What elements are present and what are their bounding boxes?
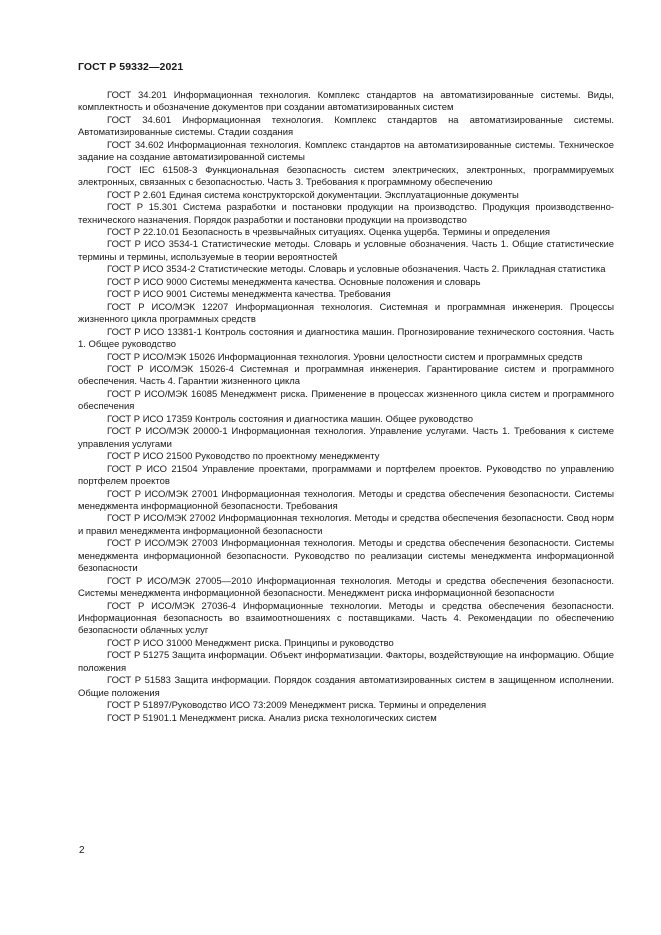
reference-item: ГОСТ IEC 61508-3 Функциональная безопасность систем электрических, электронных, программируемых электронных, связанных с безопасностью. Часть 3. Требования к программному обеспечению bbox=[78, 164, 614, 189]
reference-item: ГОСТ Р ИСО 13381-1 Контроль состояния и диагностика машин. Прогнозирование технического состояния. Часть 1. Общее руководство bbox=[78, 326, 614, 351]
reference-item: ГОСТ Р ИСО 3534-1 Статистические методы. Словарь и условные обозначения. Часть 1. Общие статистические термины и термины, используемые в теории вероятностей bbox=[78, 239, 614, 263]
reference-item: ГОСТ Р 51897/Руководство ИСО 73:2009 Менеджмент риска. Термины и определения bbox=[107, 700, 487, 712]
reference-item: ГОСТ Р ИСО/МЭК 27036-4 Информационные технологии. Методы и средства обеспечения безопасности. Информационная безопасность во взаимоотношениях с поставщиками. Часть 4. Рекомендации по обеспечению безопасности облачных услуг bbox=[78, 600, 614, 637]
reference-item: ГОСТ Р 15.301 Система разработки и постановки продукции на производство. Продукция производственно-технического назначения. Порядок разработки и постановки продукции на производство bbox=[78, 202, 614, 226]
reference-item: ГОСТ Р 51275 Защита информации. Объект информатизации. Факторы, воздействующие на информацию. Общие положения bbox=[78, 650, 614, 674]
reference-item: ГОСТ Р 2.601 Единая система конструкторской документации. Эксплуатационные документы bbox=[107, 189, 519, 201]
page-number: 2 bbox=[79, 845, 85, 856]
reference-item: ГОСТ Р ИСО 17359 Контроль состояния и диагностика машин. Общее руководство bbox=[107, 413, 474, 425]
reference-item: ГОСТ Р ИСО/МЭК 12207 Информационная технология. Системная и программная инженерия. Процессы жизненного цикла программных средств bbox=[78, 301, 614, 326]
reference-item: ГОСТ Р ИСО/МЭК 27001 Информационная технология. Методы и средства обеспечения безопасности. Системы менеджмента информационной безопасности. Требования bbox=[78, 488, 614, 512]
reference-item: ГОСТ Р ИСО 21504 Управление проектами, программами и портфелем проектов. Руководство по управлению портфелем проектов bbox=[78, 463, 614, 488]
reference-item: ГОСТ Р ИСО 21500 Руководство по проектному менеджменту bbox=[107, 451, 380, 463]
reference-item: ГОСТ Р ИСО 3534-2 Статистические методы. Словарь и условные обозначения. Часть 2. Прикладная статистика bbox=[107, 264, 606, 276]
reference-item: ГОСТ Р 22.10.01 Безопасность в чрезвычайных ситуациях. Оценка ущерба. Термины и определения bbox=[107, 226, 550, 238]
reference-item: ГОСТ Р ИСО 31000 Менеджмент риска. Принципы и руководство bbox=[107, 637, 394, 649]
reference-item: ГОСТ Р ИСО 9001 Системы менеджмента качества. Требования bbox=[107, 289, 391, 301]
reference-item: ГОСТ 34.602 Информационная технология. Комплекс стандартов на автоматизированные системы. Техническое задание на создание автоматизированной системы bbox=[78, 139, 614, 164]
reference-item: ГОСТ Р ИСО 9000 Системы менеджмента качества. Основные положения и словарь bbox=[107, 276, 481, 288]
reference-item: ГОСТ Р ИСО/МЭК 27002 Информационная технология. Методы и средства обеспечения безопасности. Свод норм и правил менеджмента информационной безопасности bbox=[78, 513, 614, 537]
normative-references-list bbox=[78, 90, 614, 725]
document-header: ГОСТ Р 59332—2021 bbox=[78, 61, 184, 73]
reference-item: ГОСТ Р 51901.1 Менеджмент риска. Анализ риска технологических систем bbox=[107, 712, 437, 724]
reference-item: ГОСТ Р ИСО/МЭК 15026 Информационная технология. Уровни целостности систем и программных средств bbox=[107, 351, 583, 363]
reference-item: ГОСТ Р ИСО/МЭК 27003 Информационная технология. Методы и средства обеспечения безопасности. Системы менеджмента информационной безопасности. Руководство по реализации системы менеджмента информационной безопасности bbox=[78, 538, 614, 575]
reference-item: ГОСТ Р 51583 Защита информации. Порядок создания автоматизированных систем в защищенном исполнении. Общие положения bbox=[78, 675, 614, 699]
reference-item: ГОСТ Р ИСО/МЭК 20000-1 Информационная технология. Управление услугами. Часть 1. Требования к системе управления услугами bbox=[78, 426, 614, 450]
reference-item: ГОСТ Р ИСО/МЭК 15026-4 Системная и программная инженерия. Гарантирование систем и программного обеспечения. Часть 4. Гарантии жизненного цикла bbox=[78, 363, 614, 388]
reference-item: ГОСТ 34.601 Информационная технология. Комплекс стандартов на автоматизированные системы. Автоматизированные системы. Стадии создания bbox=[78, 114, 614, 139]
reference-item: ГОСТ Р ИСО/МЭК 16085 Менеджмент риска. Применение в процессах жизненного цикла систем и программного обеспечения bbox=[78, 388, 614, 413]
reference-item: ГОСТ 34.201 Информационная технология. Комплекс стандартов на автоматизированные системы. Виды, комплектность и обозначение документов при создании автоматизированных систем bbox=[78, 90, 614, 114]
reference-item: ГОСТ Р ИСО/МЭК 27005—2010 Информационная технология. Методы и средства обеспечения безопасности. Системы менеджмента информационной безопасности. Менеджмент риска информационной безопасности bbox=[78, 575, 614, 600]
